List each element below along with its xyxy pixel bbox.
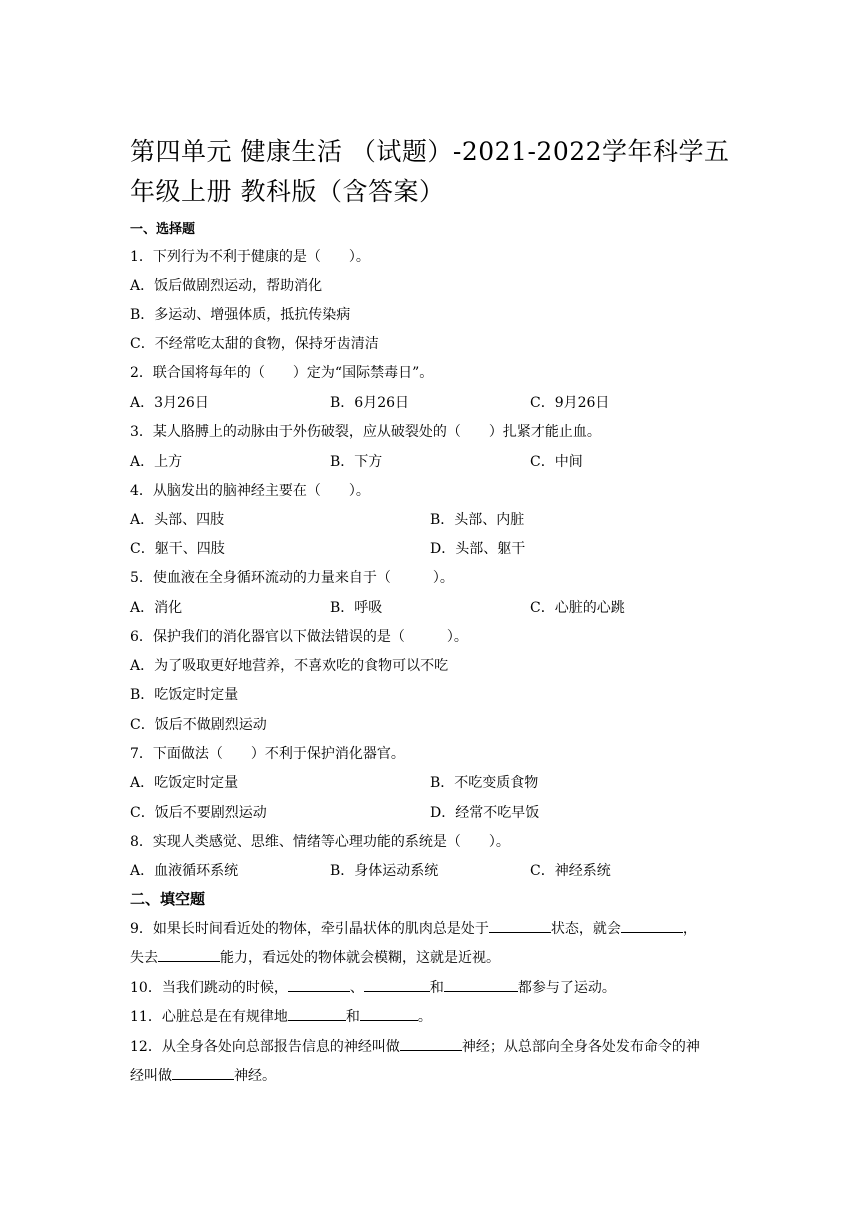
question-7-option-c: C．饭后不要剧烈运动 [130, 805, 267, 821]
question-7-option-b: B．不吃变质食物 [430, 775, 539, 791]
question-8-option-c: C．神经系统 [530, 863, 611, 879]
question-4-option-d: D．头部、躯干 [430, 541, 526, 557]
question-2-option-c: C．9月26日 [530, 395, 610, 411]
question-6-option-b: B．吃饭定时定量 [130, 687, 239, 703]
question-5-option-a: A．消化 [130, 600, 183, 616]
question-3-option-b: B．下方 [330, 454, 383, 470]
question-6-option-c: C．饭后不做剧烈运动 [130, 717, 267, 733]
question-11-text-1: 11．心脏总是在有规律地 [130, 1009, 288, 1025]
question-1-option-b: B．多运动、增强体质，抵抗传染病 [130, 307, 351, 323]
title-line-1: 第四单元 健康生活 （试题）-2021-2022学年科学五 [130, 137, 730, 166]
question-10-line [130, 977, 616, 997]
question-8-stem: 8．实现人类感觉、思维、情绪等心理功能的系统是（ ）。 [130, 834, 510, 850]
question-12-text-3: 经叫做 [130, 1068, 172, 1084]
question-5-option-b: B．呼吸 [330, 600, 383, 616]
question-1-option-a: A．饭后做剧烈运动，帮助消化 [130, 278, 323, 294]
question-7-option-d: D．经常不吃早饭 [430, 805, 540, 821]
question-3-stem: 3．某人胳膊上的动脉由于外伤破裂，应从破裂处的（ ）扎紧才能止血。 [130, 424, 601, 440]
question-8-option-b: B．身体运动系统 [330, 863, 439, 879]
question-11-text-3: 。 [417, 1009, 432, 1025]
question-4-stem: 4．从脑发出的脑神经主要在（ ）。 [130, 483, 370, 499]
question-10-text-3: 和 [429, 980, 444, 996]
question-6-option-a: A．为了吸取更好地营养，不喜欢吃的食物可以不吃 [130, 658, 449, 674]
answer-blank [360, 1006, 418, 1021]
question-3-option-a: A．上方 [130, 454, 183, 470]
question-10-text-2: 、 [349, 980, 364, 996]
question-7-stem: 7．下面做法（ ）不利于保护消化器官。 [130, 746, 405, 762]
question-12-text-1: 12．从全身各处向总部报告信息的神经叫做 [130, 1039, 400, 1055]
question-9-text-3: ， [682, 921, 697, 937]
answer-blank [444, 977, 518, 992]
question-9-text-5: 能力，看远处的物体就会模糊，这就是近视。 [220, 950, 500, 966]
question-9-text-4: 失去 [130, 950, 158, 966]
answer-blank [172, 1065, 234, 1080]
question-12-text-4: 神经。 [234, 1068, 276, 1084]
question-11-line [130, 1006, 432, 1026]
section-heading-fill: 二、填空题 [130, 890, 206, 908]
question-9-line-1 [130, 918, 697, 938]
question-2-stem: 2．联合国将每年的（ ）定为“国际禁毒日”。 [130, 365, 434, 381]
question-12-line-1 [130, 1036, 700, 1056]
question-3-option-c: C．中间 [530, 454, 583, 470]
question-1-stem: 1．下列行为不利于健康的是（ ）。 [130, 249, 370, 265]
question-9-text-2: 状态，就会 [550, 921, 621, 937]
question-11-text-2: 和 [345, 1009, 360, 1025]
answer-blank [400, 1036, 462, 1051]
question-12-line-2 [130, 1065, 276, 1085]
question-10-text-1: 10．当我们跳动的时候， [130, 980, 288, 996]
question-4-option-c: C．躯干、四肢 [130, 541, 225, 557]
question-12-text-2: 神经；从总部向全身各处发布命令的神 [461, 1039, 700, 1055]
document-title [130, 132, 750, 212]
answer-blank [489, 918, 551, 933]
question-9-text-1: 9．如果长时间看近处的物体，牵引晶状体的肌肉总是处于 [130, 921, 489, 937]
question-8-option-a: A．血液循环系统 [130, 863, 239, 879]
question-4-option-b: B．头部、内脏 [430, 512, 525, 528]
answer-blank [288, 977, 350, 992]
question-5-option-c: C．心脏的心跳 [530, 600, 625, 616]
question-2-option-a: A．3月26日 [130, 395, 209, 411]
section-heading-choice: 一、选择题 [130, 222, 196, 237]
answer-blank [621, 918, 683, 933]
title-line-2: 年级上册 教科版（含答案） [130, 177, 445, 206]
answer-blank [364, 977, 430, 992]
question-7-option-a: A．吃饭定时定量 [130, 775, 239, 791]
question-9-line-2 [130, 947, 500, 967]
question-6-stem: 6．保护我们的消化器官以下做法错误的是（ ）。 [130, 629, 468, 645]
question-4-option-a: A．头部、四肢 [130, 512, 225, 528]
question-10-text-4: 都参与了运动。 [517, 980, 616, 996]
question-2-option-b: B．6月26日 [330, 395, 410, 411]
question-5-stem: 5．使血液在全身循环流动的力量来自于（ ）。 [130, 570, 454, 586]
question-1-option-c: C．不经常吃太甜的食物，保持牙齿清洁 [130, 336, 379, 352]
answer-blank [158, 947, 220, 962]
answer-blank [288, 1006, 346, 1021]
